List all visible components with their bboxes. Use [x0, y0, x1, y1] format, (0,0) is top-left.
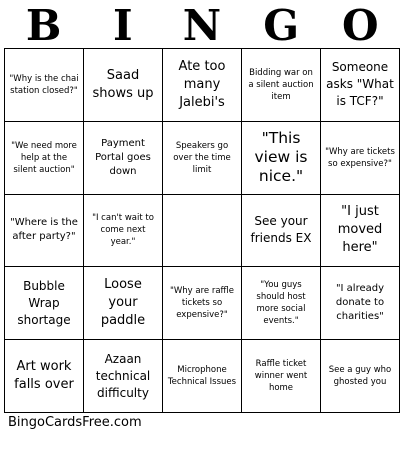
bingo-cell-free[interactable] — [163, 195, 242, 268]
cell-text: Microphone Technical Issues — [167, 365, 237, 388]
bingo-cell-r4-c1[interactable] — [5, 267, 84, 340]
cell-text: Speakers go over the time limit — [173, 140, 231, 175]
cell-text: "Why are raffle tickets so expensive?" — [169, 286, 235, 321]
cell-text: "I just moved here" — [337, 204, 383, 256]
bingo-cell-r3-c4[interactable] — [242, 195, 321, 268]
bingo-cell-r5-c4[interactable] — [242, 340, 321, 413]
cell-text: Bubble Wrap shortage — [17, 278, 71, 327]
bingo-cell-r5-c3[interactable] — [163, 340, 242, 413]
bingo-cell-r2-c4[interactable] — [242, 122, 321, 195]
cell-text: Art work falls over — [14, 359, 74, 393]
cell-text: "I already donate to charities" — [335, 283, 385, 323]
bingo-grid — [4, 48, 400, 413]
cell-text: Ate too many Jalebi's — [178, 58, 226, 110]
footer-credit: BingoCardsFree.com — [8, 415, 142, 430]
bingo-cell-r2-c2[interactable] — [84, 122, 163, 195]
bingo-cell-r5-c5[interactable] — [321, 340, 400, 413]
bingo-cell-r3-c5[interactable] — [321, 195, 400, 268]
cell-text: "Why are tickets so expensive?" — [325, 146, 395, 169]
cell-text: "We need more help at the silent auction" — [11, 140, 77, 175]
title-letter-n: N — [182, 1, 222, 50]
cell-text: See a guy who ghosted you — [328, 365, 392, 388]
cell-text: "Why is the chai station closed?" — [9, 73, 79, 96]
bingo-cell-r1-c2[interactable] — [84, 49, 163, 122]
bingo-cell-r1-c4[interactable] — [242, 49, 321, 122]
bingo-cell-r1-c3[interactable] — [163, 49, 242, 122]
title-letter-g: G — [263, 1, 300, 50]
bingo-cell-r3-c2[interactable] — [84, 195, 163, 268]
title-letter-o: O — [342, 1, 379, 50]
cell-text: Azaan technical difficulty — [95, 351, 151, 400]
bingo-cell-r3-c1[interactable] — [5, 195, 84, 268]
bingo-cell-r1-c5[interactable] — [321, 49, 400, 122]
bingo-cell-r2-c5[interactable] — [321, 122, 400, 195]
bingo-cell-r4-c2[interactable] — [84, 267, 163, 340]
bingo-cell-r1-c1[interactable] — [5, 49, 84, 122]
cell-text: "Where is the after party?" — [10, 217, 78, 243]
cell-text: Payment Portal goes down — [95, 137, 151, 177]
bingo-cell-r4-c5[interactable] — [321, 267, 400, 340]
cell-text: Raffle ticket winner went home — [254, 359, 308, 394]
bingo-cell-r5-c2[interactable] — [84, 340, 163, 413]
cell-text: See your friends EX — [250, 214, 312, 246]
cell-text: Saad shows up — [92, 67, 154, 101]
bingo-title — [4, 0, 400, 48]
bingo-cell-r4-c3[interactable] — [163, 267, 242, 340]
bingo-cell-r5-c1[interactable] — [5, 340, 84, 413]
bingo-cell-r2-c1[interactable] — [5, 122, 84, 195]
title-letter-b: B — [25, 1, 62, 50]
bingo-cell-r2-c3[interactable] — [163, 122, 242, 195]
cell-text: Bidding war on a silent auction item — [248, 67, 314, 102]
cell-text: "You guys should host more social events." — [256, 280, 306, 327]
bingo-cell-r4-c4[interactable] — [242, 267, 321, 340]
cell-text: Loose your paddle — [100, 277, 146, 329]
cell-text: "I can't wait to come next year." — [92, 213, 154, 248]
cell-text: "This view is nice." — [254, 129, 308, 186]
title-letter-i: I — [112, 1, 133, 50]
cell-text: Someone asks "What is TCF?" — [326, 60, 394, 109]
